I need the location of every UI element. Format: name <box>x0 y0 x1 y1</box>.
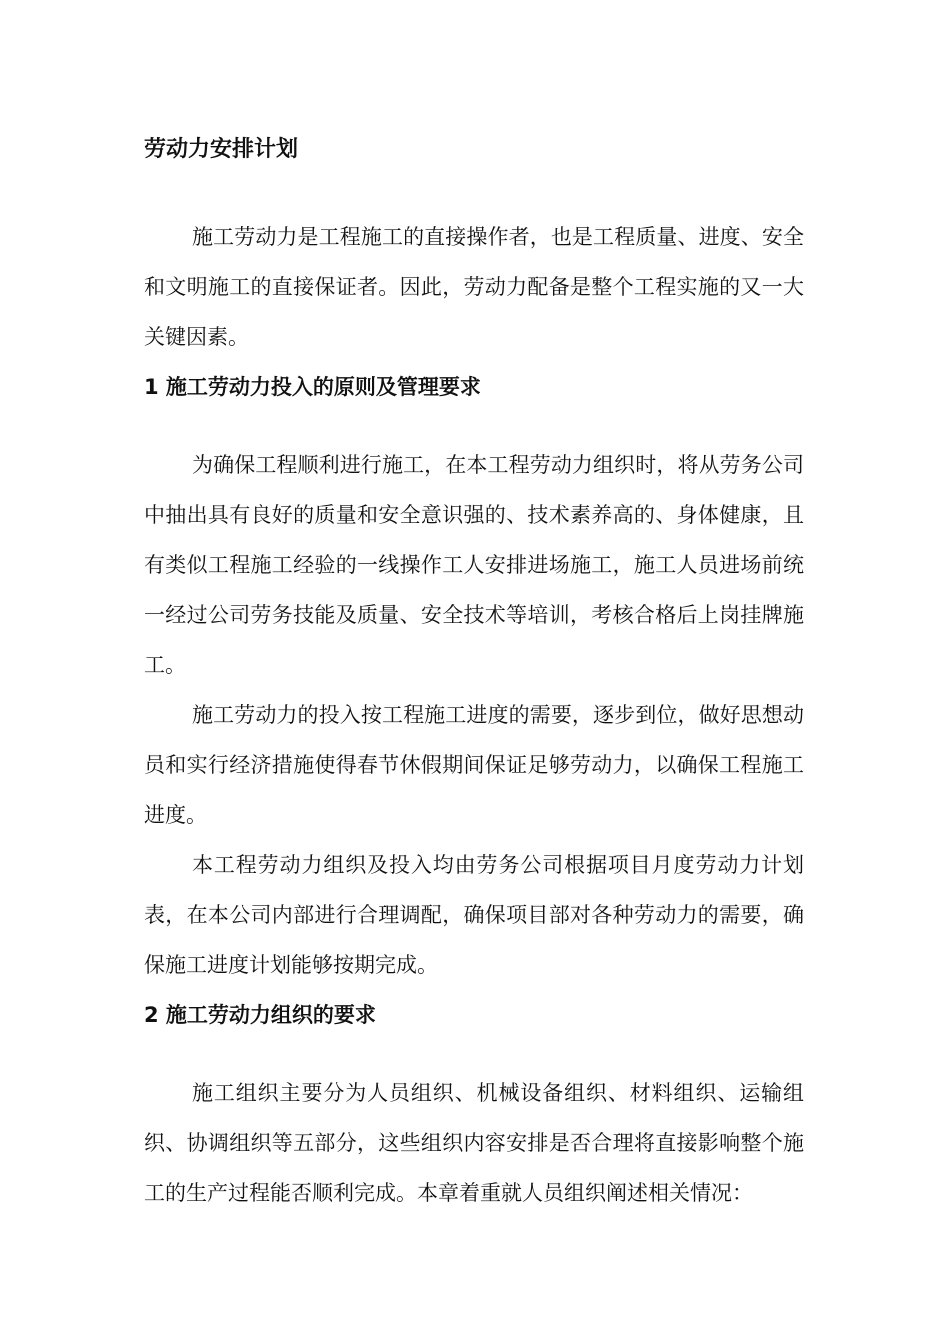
intro-paragraph: 施工劳动力是工程施工的直接操作者，也是工程质量、进度、安全和文明施工的直接保证者。因此，劳动力配备是整个工程实施的又一大关键因素。 <box>144 225 804 349</box>
document-content <box>144 128 804 1218</box>
spacer <box>144 172 804 212</box>
section-1-paragraph-3: 本工程劳动力组织及投入均由劳务公司根据项目月度劳动力计划表，在本公司内部进行合理调配，确保项目部对各种劳动力的需要，确保施工进度计划能够按期完成。 <box>144 853 804 977</box>
section-1-paragraph-1: 为确保工程顺利进行施工，在本工程劳动力组织时，将从劳务公司中抽出具有良好的质量和安全意识强的、技术素养高的、身体健康，且有类似工程施工经验的一线操作工人安排进场施工，施工人员进场前统一经过公司劳务技能及质量、安全技术等培训，考核合格后上岗挂牌施工。 <box>144 453 804 677</box>
spacer <box>144 412 804 440</box>
document-title: 劳动力安排计划 <box>144 137 299 162</box>
section-2-heading: 2 施工劳动力组织的要求 <box>144 1003 376 1027</box>
section-1-paragraph-2: 施工劳动力的投入按工程施工进度的需要，逐步到位，做好思想动员和实行经济措施使得春节休假期间保证足够劳动力，以确保工程施工进度。 <box>144 703 804 827</box>
section-2-paragraph-1: 施工组织主要分为人员组织、机械设备组织、材料组织、运输组织、协调组织等五部分，这些组织内容安排是否合理将直接影响整个施工的生产过程能否顺利完成。本章着重就人员组织阐述相关情况： <box>144 1081 804 1205</box>
section-1-heading: 1 施工劳动力投入的原则及管理要求 <box>144 375 481 399</box>
spacer <box>144 1040 804 1068</box>
